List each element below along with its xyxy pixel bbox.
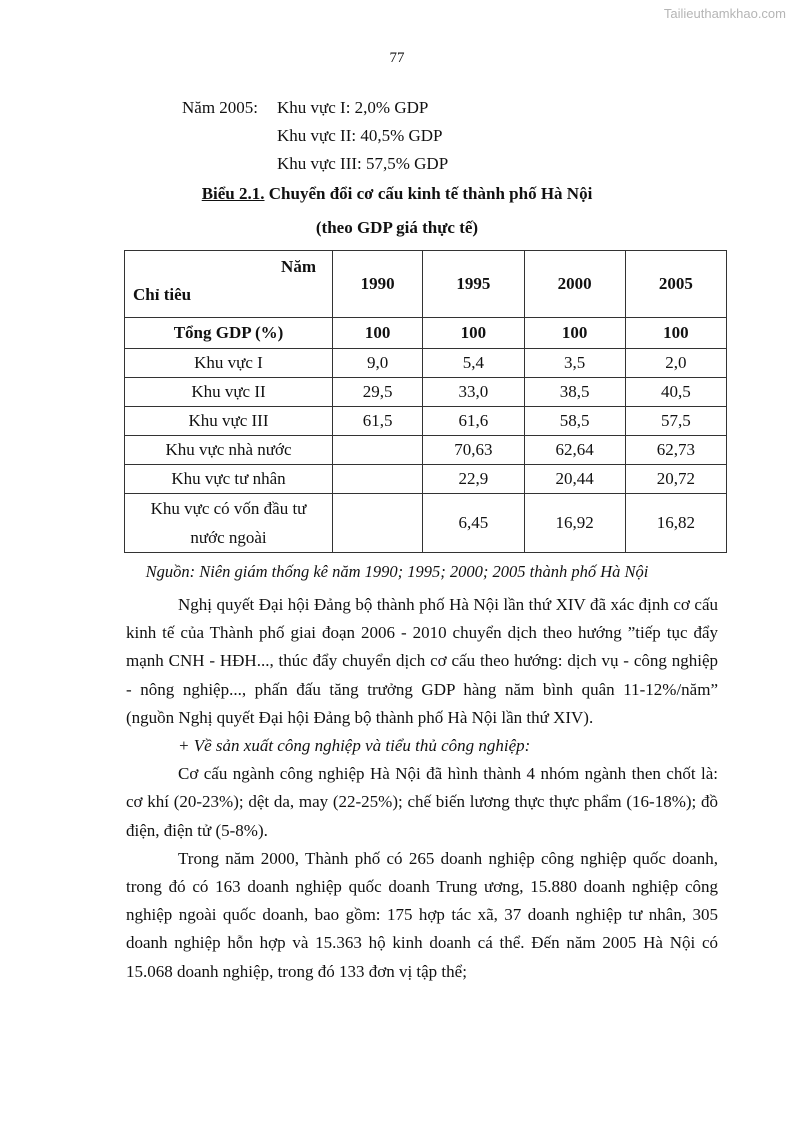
table-row	[125, 494, 727, 553]
table-row	[125, 436, 727, 465]
table-cell: 62,64	[524, 436, 625, 465]
table-cell: 62,73	[625, 436, 726, 465]
gdp-sector-value: Khu vực III: 57,5% GDP	[277, 154, 449, 173]
year-header: 2005	[625, 251, 726, 318]
row-label-line: Khu vực có vốn đầu tư	[150, 499, 307, 518]
table-cell: 57,5	[625, 407, 726, 436]
section-heading: + Về sản xuất công nghiệp và tiểu thủ công nghiệp:	[178, 736, 531, 756]
page-number: 77	[389, 50, 405, 66]
table-cell: 38,5	[524, 378, 625, 407]
year-header: 2000	[524, 251, 625, 318]
corner-year-label: Năm	[281, 257, 316, 276]
table-row	[125, 407, 727, 436]
table-cell: 5,4	[423, 349, 524, 378]
gdp-year-label: Năm 2005:	[182, 98, 259, 117]
row-label	[125, 494, 333, 553]
table-cell: 16,82	[625, 494, 726, 553]
table-cell: 100	[625, 318, 726, 349]
gdp-sector-value: Khu vực I: 2,0% GDP	[277, 98, 429, 117]
table-cell: 61,6	[423, 407, 524, 436]
table-cell: 9,0	[333, 349, 423, 378]
chart-label: Biểu 2.1.	[201, 184, 265, 203]
gdp-line	[182, 122, 448, 150]
table-header-row	[125, 251, 727, 318]
table-cell: 58,5	[524, 407, 625, 436]
gdp-line	[182, 150, 448, 178]
body-text	[126, 591, 718, 986]
table-cell	[333, 436, 423, 465]
paragraph: Trong năm 2000, Thành phố có 265 doanh nghiệp công nghiệp quốc doanh, trong đó có 163 doanh nghiệp quốc doanh Trung ương, 15.880 doanh nghiệp công nghiệp ngoài quốc doanh, bao gồm: 175 hợp tác xã, 37 doanh nghiệp tư nhân, 305 doanh nghiệp hỗn hợp và 15.363 hộ kinh doanh cá thể. Đến năm 2005 Hà Nội có 15.068 doanh nghiệp, trong đó 133 đơn vị tập thể;	[126, 848, 718, 981]
year-header: 1990	[333, 251, 423, 318]
row-label: Khu vực tư nhân	[125, 465, 333, 494]
table-cell: 22,9	[423, 465, 524, 494]
row-label-line: nước ngoài	[190, 528, 267, 547]
table-source-note: Nguồn: Niên giám thống kê năm 1990; 1995; 2000; 2005 thành phố Hà Nội	[145, 562, 649, 581]
row-label: Khu vực nhà nước	[125, 436, 333, 465]
corner-indicator-label: Chỉ tiêu	[133, 285, 192, 304]
row-label: Khu vực I	[125, 349, 333, 378]
chart-title	[0, 177, 794, 245]
table-row	[125, 349, 727, 378]
paragraph: Nghị quyết Đại hội Đảng bộ thành phố Hà Nội lần thứ XIV đã xác định cơ cấu kinh tế của Thành phố giai đoạn 2006 - 2010 chuyển dịch theo hướng ”tiếp tục đẩy mạnh CNH - HĐH..., thúc đẩy chuyển dịch cơ cấu theo hướng: dịch vụ - công nghiệp - nông nghiệp..., phấn đấu tăng trưởng GDP hàng năm bình quân 11-12%/năm” (nguồn Nghị quyết Đại hội Đảng bộ thành phố Hà Nội lần thứ XIV).	[126, 595, 718, 727]
gdp-line	[182, 94, 448, 122]
table-cell: 100	[524, 318, 625, 349]
chart-title-text: Chuyển đổi cơ cấu kinh tế thành phố Hà Nội	[264, 184, 593, 203]
table-corner-cell	[125, 251, 333, 318]
table-cell: 61,5	[333, 407, 423, 436]
row-label: Tổng GDP (%)	[125, 318, 333, 349]
table-cell: 20,72	[625, 465, 726, 494]
table-cell: 16,92	[524, 494, 625, 553]
gdp-sector-value: Khu vực II: 40,5% GDP	[277, 126, 443, 145]
table-cell: 3,5	[524, 349, 625, 378]
table-cell: 20,44	[524, 465, 625, 494]
table-cell: 33,0	[423, 378, 524, 407]
table-cell: 6,45	[423, 494, 524, 553]
table-cell: 40,5	[625, 378, 726, 407]
table-cell	[333, 465, 423, 494]
year-header: 1995	[423, 251, 524, 318]
paragraph: Cơ cấu ngành công nghiệp Hà Nội đã hình thành 4 nhóm ngành then chốt là: cơ khí (20-23%); dệt da, may (22-25%); chế biến lương thực thực phẩm (16-18%); đồ điện, điện tử (5-8%).	[126, 764, 718, 840]
table-cell: 100	[423, 318, 524, 349]
watermark: Tailieuthamkhao.com	[663, 6, 786, 21]
table-row	[125, 465, 727, 494]
table-cell: 70,63	[423, 436, 524, 465]
row-label: Khu vực III	[125, 407, 333, 436]
chart-subtitle: (theo GDP giá thực tế)	[315, 218, 479, 237]
table-row	[125, 378, 727, 407]
table-cell: 29,5	[333, 378, 423, 407]
table-cell: 2,0	[625, 349, 726, 378]
row-label: Khu vực II	[125, 378, 333, 407]
table-cell: 100	[333, 318, 423, 349]
economic-structure-table	[124, 250, 727, 553]
table-row	[125, 318, 727, 349]
gdp-2005-summary	[182, 94, 448, 178]
table-cell	[333, 494, 423, 553]
